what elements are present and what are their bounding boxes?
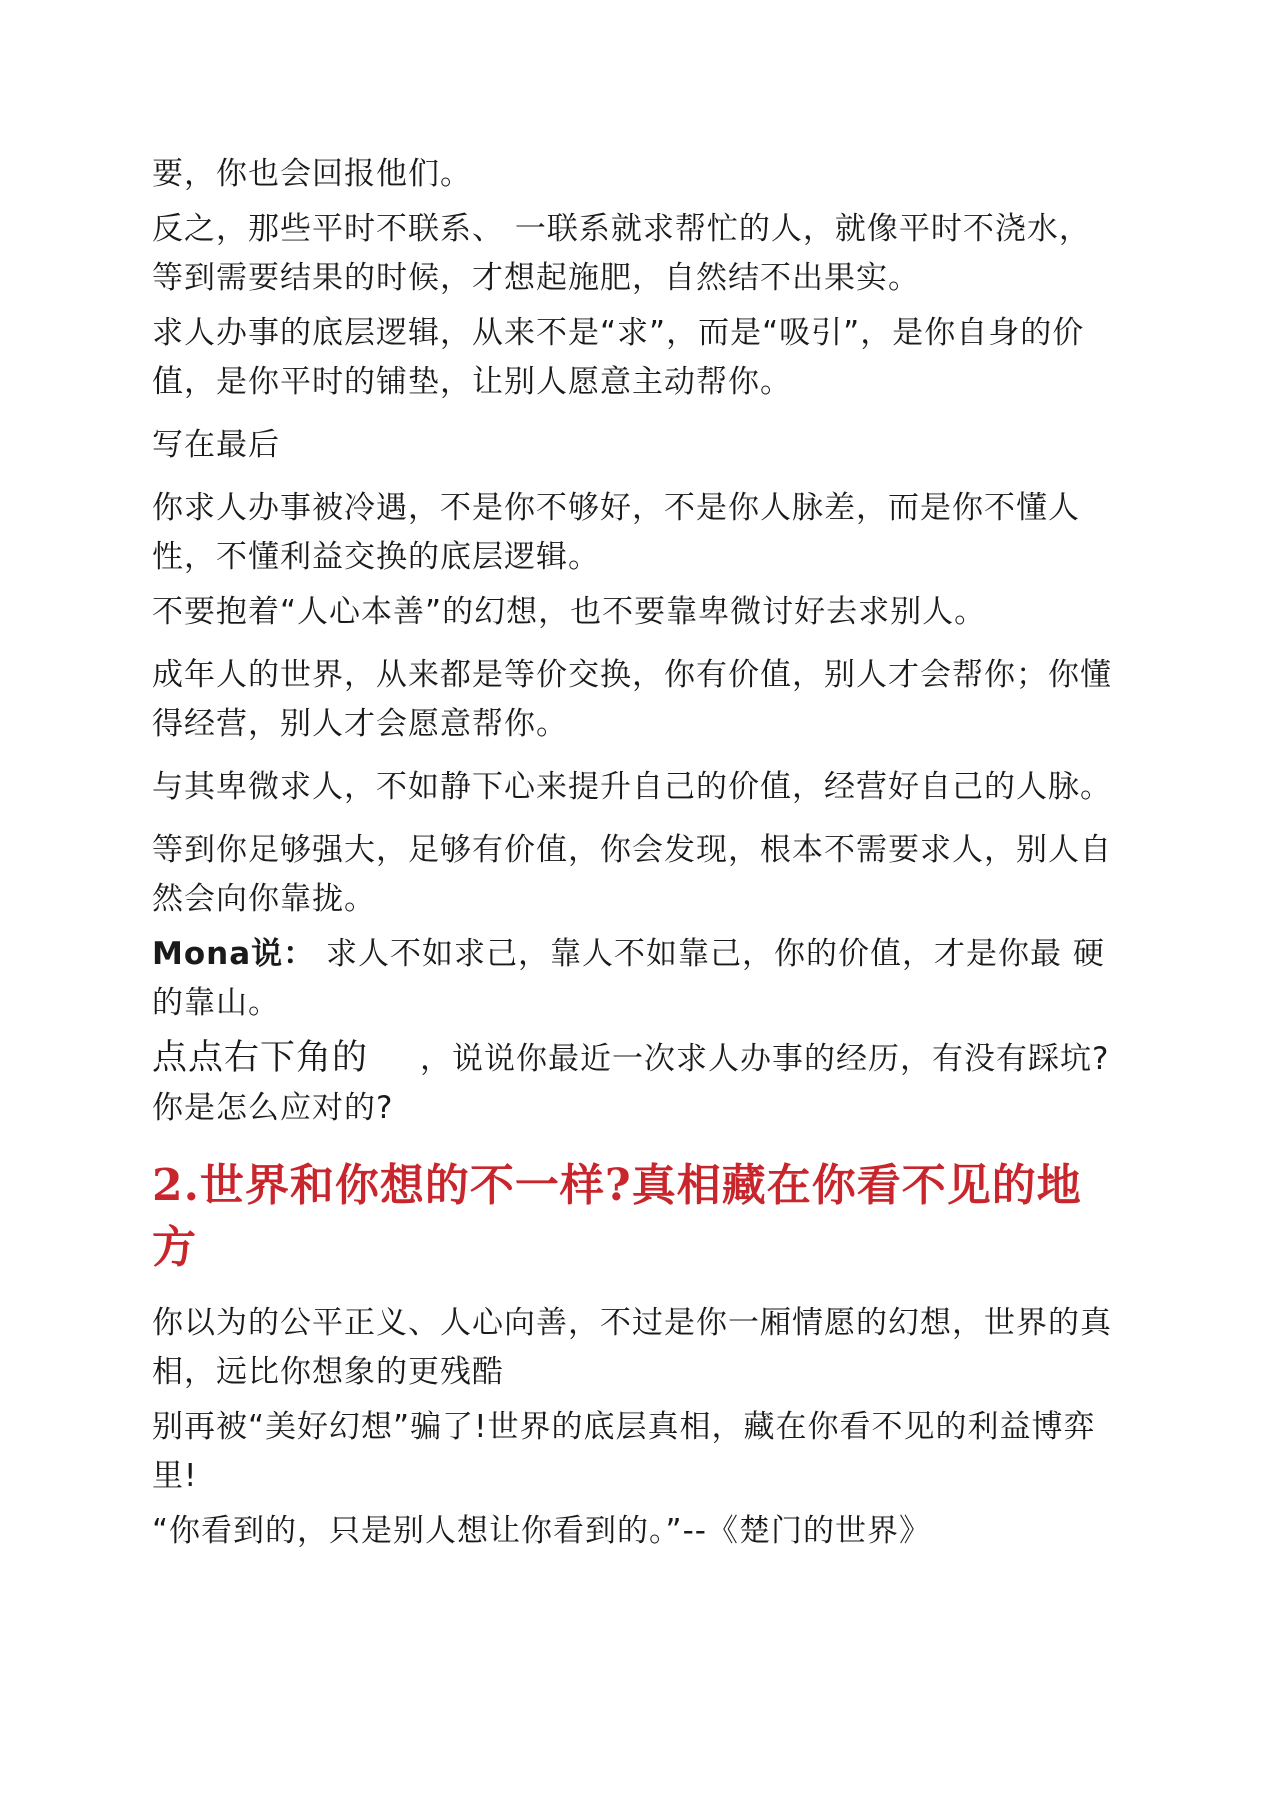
paragraph: 求人办事的底层逻辑，从来不是“求”，而是“吸引”，是你自身的价值，是你平时的铺垫，让别人愿意主动帮你。	[152, 315, 1085, 400]
mona-quote	[152, 930, 1112, 1028]
mona-label: Mona说：	[152, 936, 316, 972]
mona-quote-text: 求人不如求己，靠人不如靠己，你的价值，才是你最 硬的靠山。	[152, 936, 1105, 1021]
quote-line: “你看到的，只是别人想让你看到的。”--《楚门的世界》	[152, 1513, 931, 1549]
paragraph: 你以为的公平正义、人心向善，不过是你一厢情愿的幻想，世界的真相，远比你想象的更残酷	[152, 1305, 1112, 1390]
article-body	[152, 150, 1112, 1570]
paragraph: 反之，那些平时不联系、 一联系就求帮忙的人，就像平时不浇水，等到需要结果的时候，才想起施肥，自然结不出果实。	[152, 211, 1091, 296]
cta-text: ，说说你最近一次求人办事的经历，有没有踩坑?你是怎么应对的?	[152, 1041, 1110, 1126]
section-subtitle: 写在最后	[152, 427, 280, 463]
call-to-action	[152, 1034, 1112, 1133]
paragraph: 别再被“美好幻想”骗了!世界的底层真相，藏在你看不见的利益博弈里!	[152, 1409, 1096, 1494]
paragraph: 不要抱着“人心本善”的幻想，也不要靠卑微讨好去求别人。	[152, 594, 987, 630]
paragraph: 与其卑微求人，不如静下心来提升自己的价值，经营好自己的人脉。	[152, 769, 1112, 805]
paragraph: 你求人办事被冷遇，不是你不够好，不是你人脉差，而是你不懂人性，不懂利益交换的底层逻辑。	[152, 490, 1080, 575]
cta-lead: 点点右下角的	[152, 1038, 369, 1078]
paragraph: 要，你也会回报他们。	[152, 156, 472, 192]
paragraph: 等到你足够强大，足够有价值，你会发现，根本不需要求人，别人自然会向你靠拢。	[152, 832, 1112, 917]
paragraph: 成年人的世界，从来都是等价交换，你有价值，别人才会帮你；你懂得经营，别人才会愿意帮你。	[152, 657, 1112, 742]
section-heading: 2.世界和你想的不一样?真相藏在你看不见的地方	[152, 1160, 1082, 1273]
